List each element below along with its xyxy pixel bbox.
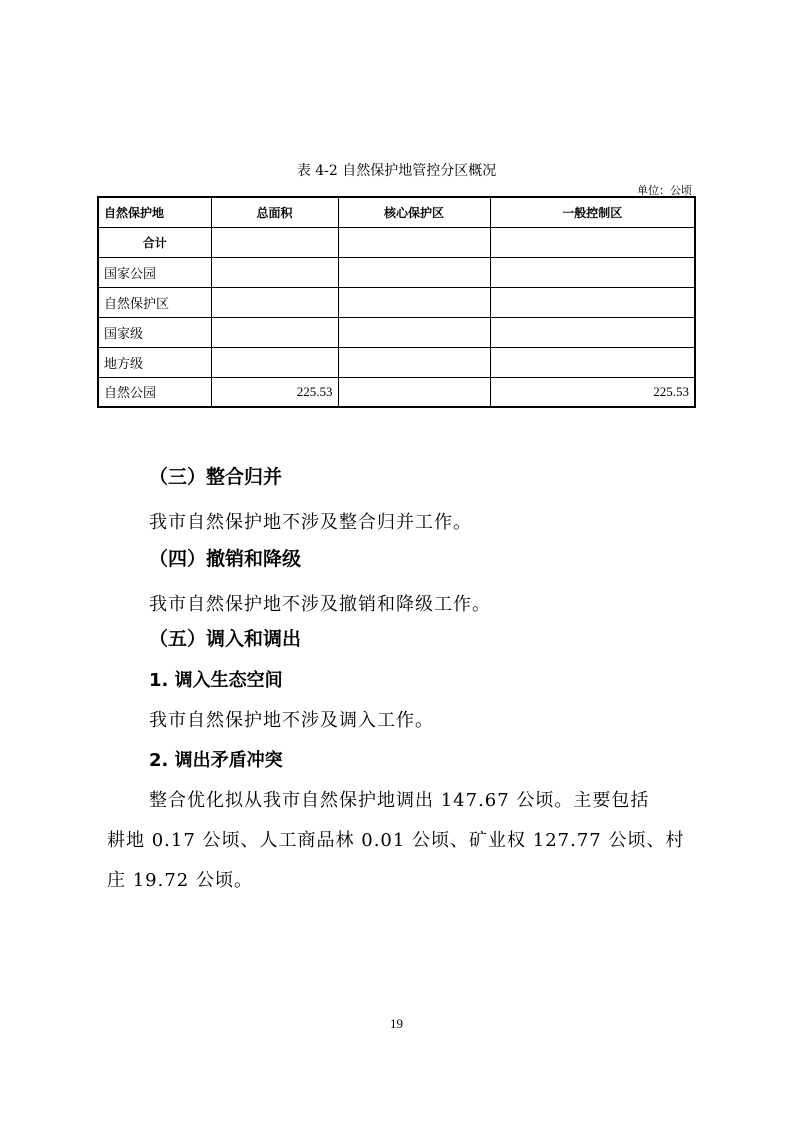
paragraph-line: 庄 19.72 公顷。: [107, 870, 253, 891]
table-row: [98, 317, 695, 347]
paragraph-line: 耕地 0.17 公顷、人工商品林 0.01 公顷、矿业权 127.77 公顷、村: [107, 830, 685, 851]
table-row: [98, 377, 695, 407]
row-general: [490, 347, 695, 377]
table-row: [98, 287, 695, 317]
protected-area-zoning-table: [97, 196, 696, 408]
section-text-merge: 我市自然保护地不涉及整合归并工作。: [149, 512, 472, 533]
header-core: 核心保护区: [338, 197, 490, 227]
row-name: 国家公园: [98, 257, 211, 287]
header-name: 自然保护地: [98, 197, 211, 227]
row-core: [338, 227, 490, 257]
header-general: 一般控制区: [490, 197, 695, 227]
row-name: 自然保护区: [98, 287, 211, 317]
row-general: [490, 287, 695, 317]
section-heading-merge: （三）整合归并: [149, 466, 283, 488]
section-text-revoke: 我市自然保护地不涉及撤销和降级工作。: [149, 594, 491, 615]
table-caption: 表 4-2 自然保护地管控分区概况: [296, 163, 497, 179]
table-unit: 单位：公顷: [637, 184, 692, 197]
page-number: 19: [390, 1016, 403, 1031]
row-core: [338, 257, 490, 287]
row-general: 225.53: [490, 377, 695, 407]
section-heading-adjust: （五）调入和调出: [149, 628, 302, 650]
row-total: 225.53: [211, 377, 338, 407]
row-name: 自然公园: [98, 377, 211, 407]
row-name: 合计: [98, 227, 211, 257]
row-total: [211, 317, 338, 347]
row-core: [338, 317, 490, 347]
row-total: [211, 227, 338, 257]
row-general: [490, 257, 695, 287]
table-row: [98, 227, 695, 257]
table-row: [98, 347, 695, 377]
row-name: 国家级: [98, 317, 211, 347]
table-row: [98, 257, 695, 287]
row-general: [490, 317, 695, 347]
subsection-text-in: 我市自然保护地不涉及调入工作。: [149, 710, 434, 731]
row-total: [211, 287, 338, 317]
subsection-heading-out: 2. 调出矛盾冲突: [149, 750, 283, 771]
row-total: [211, 257, 338, 287]
row-general: [490, 227, 695, 257]
row-total: [211, 347, 338, 377]
row-name: 地方级: [98, 347, 211, 377]
table-header-row: [98, 197, 695, 227]
row-core: [338, 347, 490, 377]
row-core: [338, 287, 490, 317]
header-total: 总面积: [211, 197, 338, 227]
subsection-heading-in: 1. 调入生态空间: [149, 670, 283, 691]
row-core: [338, 377, 490, 407]
paragraph-line: 整合优化拟从我市自然保护地调出 147.67 公顷。主要包括: [149, 790, 650, 811]
section-heading-revoke: （四）撤销和降级: [149, 548, 302, 570]
